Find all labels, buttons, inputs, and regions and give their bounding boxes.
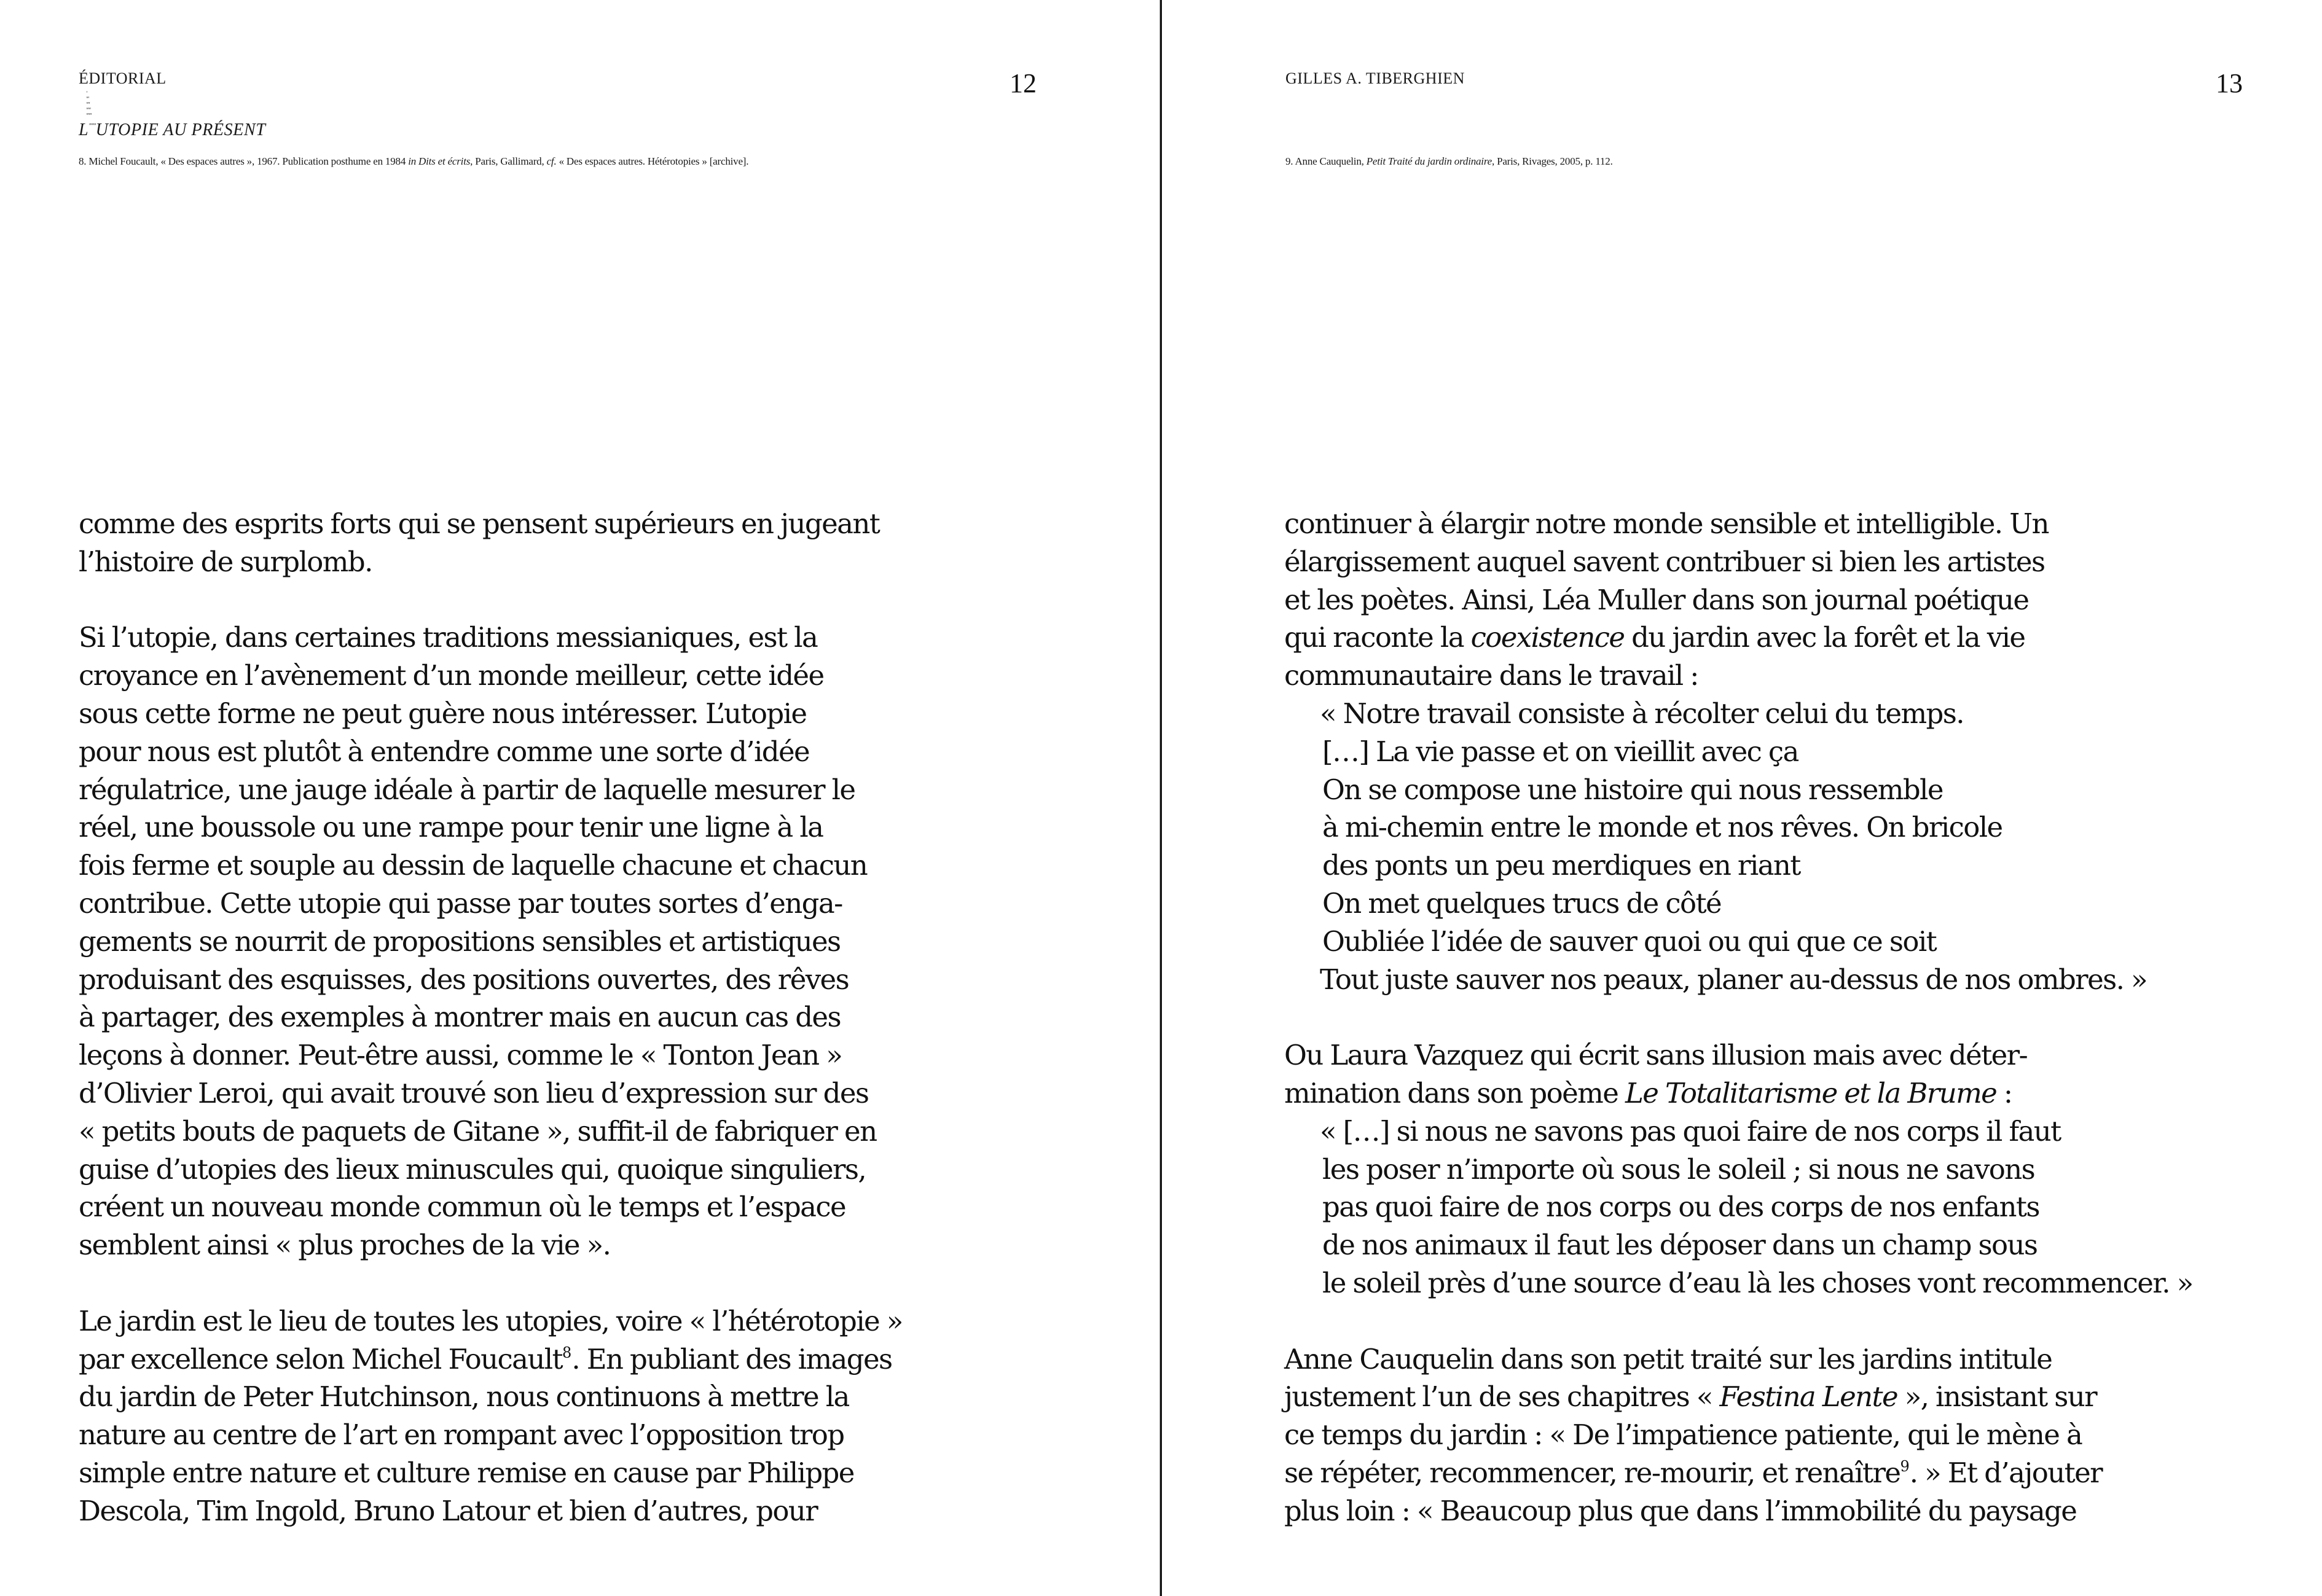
paragraph: [79, 1302, 902, 1530]
paragraph-spacer: [79, 1264, 902, 1302]
footnote-italic: cf.: [546, 155, 557, 167]
quote-line: pas quoi faire de nos corps ou des corps de nos enfants: [1322, 1191, 2039, 1224]
subtitle-text: UTOPIE AU PRÉSENT: [95, 120, 266, 139]
artifact-row: ''': [86, 96, 89, 102]
footnote-author: Michel Foucault,: [88, 155, 159, 167]
stacked-apostrophe-artifact: [86, 91, 92, 119]
italic-run: Festina Lente: [1719, 1380, 1898, 1414]
text-line: du jardin de Peter Hutchinson, nous continuons à mettre la: [79, 1380, 849, 1414]
artifact-row: '''''': [86, 112, 92, 119]
quote-line: de nos animaux il faut les déposer dans un champ sous: [1322, 1229, 2038, 1262]
text-line: continuer à élargir notre monde sensible et intelligible. Un: [1284, 507, 2049, 540]
text-line: croyance en l’avènement d’un monde meilleur, cette idée: [79, 659, 824, 692]
paragraph-spacer: [1284, 1302, 2243, 1340]
quote-line: On met quelques trucs de côté: [1322, 886, 1722, 920]
text-run: se répéter, recommencer, re-mourir, et renaître: [1284, 1456, 1900, 1489]
footnote-text: « Des espaces autres. Hétérotopies » [archive].: [559, 155, 749, 167]
text-line: [1284, 1378, 2243, 1416]
footnote-number: 9.: [1285, 155, 1293, 167]
artifact-row: ''''': [86, 107, 91, 113]
subtitle-apostrophe-marks: ''''''': [88, 123, 96, 130]
paragraph: [79, 505, 902, 581]
text-run: :: [1996, 1076, 2012, 1109]
paragraph: [1284, 1340, 2243, 1530]
text-run: », insistant sur: [1897, 1380, 2097, 1414]
italic-run: Le Totalitarisme et la Brume: [1625, 1076, 1997, 1109]
text-line: simple entre nature et culture remise en cause par Philippe: [79, 1456, 854, 1489]
text-line: contribue. Cette utopie qui passe par toutes sortes d’enga-: [79, 886, 842, 920]
text-line: élargissement auquel savent contribuer si bien les artistes: [1284, 545, 2045, 578]
quote-line: les poser n’importe où sous le soleil ; si nous ne savons: [1322, 1152, 2035, 1186]
quote-line: […] La vie passe et on vieillit avec ça: [1322, 735, 1798, 768]
text-line: régulatrice, une jauge idéale à partir de laquelle mesurer le: [79, 773, 855, 806]
footnote-ref-9[interactable]: 9: [1900, 1457, 1910, 1475]
text-line: Le jardin est le lieu de toutes les utopies, voire « l’hétérotopie »: [79, 1304, 903, 1337]
text-line: d’Olivier Leroi, qui avait trouvé son lieu d’expression sur des: [79, 1076, 869, 1109]
text-line: Ou Laura Vazquez qui écrit sans illusion mais avec déter-: [1284, 1039, 2028, 1072]
footnote-number: 8.: [79, 155, 87, 167]
text-line: [1284, 619, 2243, 657]
running-head-section: ÉDITORIAL: [79, 69, 167, 87]
paragraph: [1284, 505, 2243, 695]
footnote-8: [79, 155, 748, 168]
text-line: ce temps du jardin : « De l’impatience patiente, qui le mène à: [1284, 1418, 2082, 1452]
footnote-italic: in Dits et écrits: [408, 155, 471, 167]
text-line: fois ferme et souple au dessin de laquelle chacune et chacun: [79, 849, 868, 882]
body-text-left: [79, 505, 902, 1530]
paragraph: [1284, 1036, 2243, 1113]
text-line: l’histoire de surplomb.: [79, 545, 372, 578]
artifact-row: '''': [86, 101, 90, 108]
footnote-text: , Paris, Rivages, 2005, p. 112.: [1491, 155, 1613, 167]
text-line: Si l’utopie, dans certaines traditions messianiques, est la: [79, 621, 818, 654]
text-line: [79, 1340, 902, 1379]
footnote-text: , Paris, Gallimard,: [470, 155, 544, 167]
text-line: et les poètes. Ainsi, Léa Muller dans son journal poétique: [1284, 583, 2029, 616]
text-run: . » Et d’ajouter: [1909, 1456, 2103, 1489]
block-quote-lea-muller: [1284, 695, 2243, 998]
quote-line: On se compose une histoire qui nous ressemble: [1322, 773, 1943, 806]
page-number-left: 12: [1010, 68, 1037, 98]
text-line: nature au centre de l’art en rompant avec l’opposition trop: [79, 1418, 844, 1452]
block-quote-laura-vazquez: [1284, 1113, 2243, 1302]
page-number-right: 13: [2216, 68, 2243, 98]
quote-line: des ponts un peu merdiques en riant: [1322, 849, 1800, 882]
footnote-author: Anne Cauquelin,: [1295, 155, 1364, 167]
paragraph-spacer: [79, 581, 902, 619]
quote-line: le soleil près d’une source d’eau là les choses vont recommencer. »: [1322, 1266, 2193, 1299]
artifact-row: ': [86, 90, 87, 96]
text-line: Anne Cauquelin dans son petit traité sur les jardins intitule: [1284, 1342, 2052, 1375]
subtitle-prefix: L: [79, 120, 89, 139]
text-line: guise d’utopies des lieux minuscules qui, quoique singuliers,: [79, 1152, 866, 1186]
text-line: Descola, Tim Ingold, Bruno Latour et bien d’autres, pour: [79, 1494, 818, 1527]
text-run: par excellence selon Michel Foucault: [79, 1342, 563, 1375]
paragraph-spacer: [1284, 998, 2243, 1036]
running-head-author: GILLES A. TIBERGHIEN: [1285, 69, 1465, 87]
quote-line: Tout juste sauver nos peaux, planer au-dessus de nos ombres. »: [1320, 963, 2147, 996]
text-run: mination dans son poème: [1284, 1076, 1625, 1109]
text-line: « petits bouts de paquets de Gitane », suffit-il de fabriquer en: [79, 1114, 877, 1148]
text-run: . En publiant des images: [571, 1342, 892, 1375]
text-line: pour nous est plutôt à entendre comme une sorte d’idée: [79, 735, 810, 768]
footnote-text: « Des espaces autres », 1967. Publication posthume en 1984: [160, 155, 406, 167]
text-line: [1284, 1074, 2243, 1113]
text-run: du jardin avec la forêt et la vie: [1624, 621, 2025, 654]
quote-line: « […] si nous ne savons pas quoi faire de nos corps il faut: [1320, 1114, 2061, 1148]
text-line: plus loin : « Beaucoup plus que dans l’immobilité du paysage: [1284, 1494, 2077, 1527]
text-line: produisant des esquisses, des positions ouvertes, des rêves: [79, 963, 849, 996]
footnote-italic: Petit Traité du jardin ordinaire: [1366, 155, 1492, 167]
footnote-ref-8[interactable]: 8: [562, 1344, 572, 1361]
quote-line: Oubliée l’idée de sauver quoi ou qui que ce soit: [1322, 925, 1937, 958]
article-subtitle: [79, 120, 265, 140]
quote-line: à mi-chemin entre le monde et nos rêves. On bricole: [1322, 811, 2002, 844]
footnote-9: [1285, 155, 1613, 168]
italic-run: coexistence: [1470, 621, 1625, 654]
text-line: comme des esprits forts qui se pensent supérieurs en jugeant: [79, 507, 880, 540]
text-line: réel, une boussole ou une rampe pour tenir une ligne à la: [79, 811, 823, 844]
text-run: justement l’un de ses chapitres «: [1284, 1380, 1720, 1414]
text-line: leçons à donner. Peut-être aussi, comme le « Tonton Jean »: [79, 1039, 842, 1072]
text-line: [1284, 1454, 2243, 1492]
text-line: sous cette forme ne peut guère nous intéresser. L’utopie: [79, 697, 807, 730]
text-line: communautaire dans le travail :: [1284, 659, 1698, 692]
text-line: semblent ainsi « plus proches de la vie ».: [79, 1229, 611, 1262]
text-line: à partager, des exemples à montrer mais en aucun cas des: [79, 1001, 841, 1034]
text-line: gements se nourrit de propositions sensibles et artistiques: [79, 925, 841, 958]
text-run: qui raconte la: [1284, 621, 1471, 654]
quote-line: « Notre travail consiste à récolter celui du temps.: [1320, 697, 1964, 730]
paragraph: [79, 619, 902, 1264]
text-line: créent un nouveau monde commun où le temps et l’espace: [79, 1191, 846, 1224]
body-text-right: [1284, 505, 2243, 1530]
